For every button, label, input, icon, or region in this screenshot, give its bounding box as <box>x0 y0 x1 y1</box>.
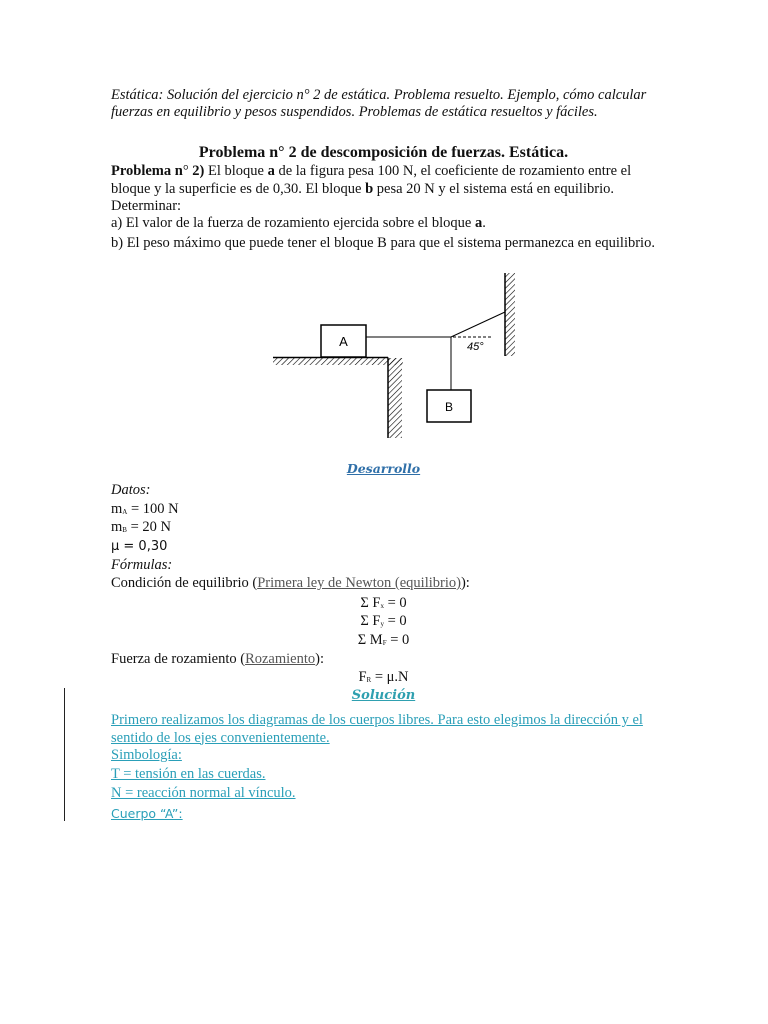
friction-coefficient: μ = 0,30 <box>111 539 168 554</box>
equation-sum-fy: Σ Fy = 0 <box>360 613 407 629</box>
block-a-ref: a <box>267 163 275 179</box>
problem-label: Problema n <box>111 163 183 179</box>
edge-hatch <box>388 358 402 438</box>
inclined-rope <box>451 312 505 337</box>
problem-text-1: El bloque <box>204 163 268 179</box>
rozamiento-link[interactable]: Rozamiento <box>245 651 316 667</box>
solucion-heading[interactable]: Solución <box>351 688 416 703</box>
floor-hatch <box>273 358 403 365</box>
change-bar <box>64 688 65 821</box>
problem-statement <box>111 163 656 216</box>
problem-number: 2) <box>192 163 205 179</box>
statics-figure <box>265 268 520 443</box>
newton-link[interactable]: Primera ley de Newton (equilibrio) <box>257 575 461 591</box>
mass-a: mA = 100 N <box>111 501 179 517</box>
friction-force: Fuerza de rozamiento (Rozamiento): <box>111 651 324 667</box>
problem-text-2: de la figura pesa 100 N, el coeficiente de rozamiento entre el bloque y la superficie es de 0,30. El bloque <box>111 163 632 197</box>
angle-label: 45° <box>467 341 484 353</box>
formulas-heading: Fórmulas: <box>111 557 173 573</box>
question-a-block: a <box>474 215 483 231</box>
intro-text: Estática: Solución del ejercicio n° 2 de estática. Problema resuelto. Ejemplo, cómo calcular fuerzas en equilibrio y pesos suspendidos. Problemas de estática resueltos y fáciles. <box>111 87 647 120</box>
problem-text-3: pesa 20 N y el sistema está en equilibrio. Determinar: <box>111 180 614 214</box>
question-a-end: . <box>482 215 486 231</box>
block-b-ref: b <box>365 180 374 197</box>
solution-intro[interactable]: Primero realizamos los diagramas de los cuerpos libres. Para esto elegimos la dirección y el sentido de los ejes convenientemente. <box>111 712 643 746</box>
body-a-heading[interactable]: Cuerpo “A”: <box>111 806 183 821</box>
equilibrium-condition: Condición de equilibrio (Primera ley de Newton (equilibrio)): <box>111 575 470 591</box>
wall-hatch <box>505 273 515 356</box>
question-a <box>111 215 656 233</box>
problem-degree: ° <box>182 163 189 179</box>
equation-sum-fx: Σ Fx = 0 <box>360 595 407 611</box>
equation-sum-m: Σ MF = 0 <box>357 632 410 648</box>
tension-definition[interactable]: T = tensión en las cuerdas. <box>111 766 266 782</box>
datos-heading: Datos: <box>111 482 151 498</box>
equation-friction: FR = μ.N <box>358 669 409 685</box>
desarrollo-heading[interactable]: Desarrollo <box>346 461 421 476</box>
symbology-heading[interactable]: Simbología: <box>111 747 182 763</box>
normal-definition[interactable]: N = reacción normal al vínculo. <box>111 785 296 801</box>
block-b-label: B <box>444 400 454 414</box>
block-a-label: A <box>339 334 348 349</box>
problem-title: Problema n° 2 de descomposición de fuerzas. Estática. <box>198 144 569 161</box>
mass-b: mB = 20 N <box>111 519 171 535</box>
question-b: b) El peso máximo que puede tener el bloque B para que el sistema permanezca en equilibrio. <box>111 235 655 251</box>
question-a-text: a) El valor de la fuerza de rozamiento ejercida sobre el bloque <box>111 215 475 231</box>
